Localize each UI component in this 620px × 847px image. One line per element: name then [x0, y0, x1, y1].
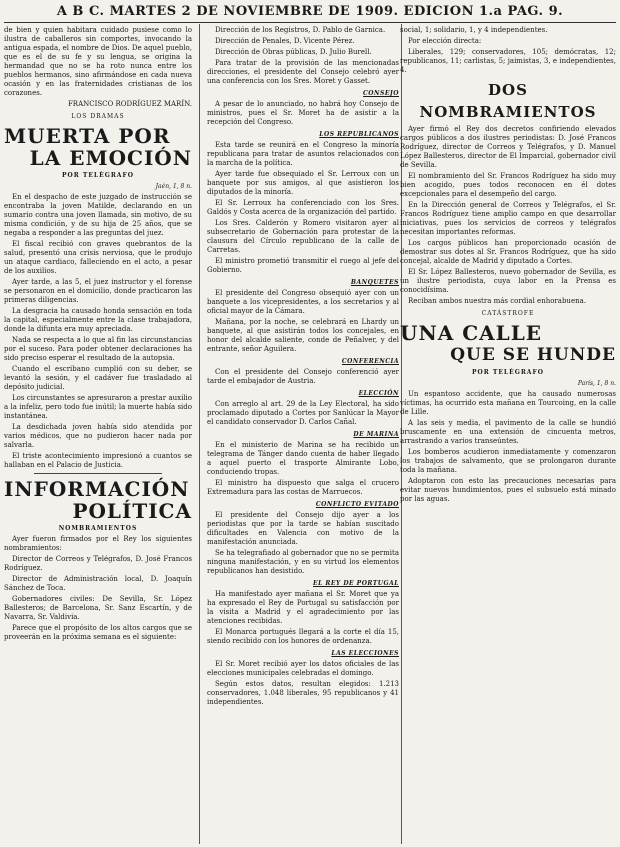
- column-2: [207, 26, 399, 844]
- section-heading: ELECCIÓN: [358, 390, 399, 397]
- headline-line: LA EMOCIÓN: [29, 146, 192, 170]
- article-paragraph: de bien y quien habitara cuidado pusiese como lo ilustra de caballeros sin comportes, invocando la antigua espada, el nombre de Dios. De aquel pueblo, que es el de su fe y su lengua, se origina la hermandad que no se ha roto nunca entre los pueblos hermanos, sino afirmándose en cada nueva ocasión y en las fraternidades cristianas de los corazones.: [4, 26, 192, 97]
- article-paragraph: Ayer fueron firmados por el Rey los siguientes nombramientos:: [4, 535, 192, 552]
- section-heading: CONSEJO: [363, 90, 399, 97]
- article-paragraph: La desgracia ha causado honda sensación en toda la capital, especialmente entre la clase trabajadora, donde la difunta era muy apreciada.: [4, 307, 192, 333]
- article-paragraph: El presidente del Congreso obsequió ayer con un banquete a los vicepresidentes, a los secretarios y al oficial mayor de la Cámara.: [207, 289, 399, 315]
- section-heading: LAS ELECCIONES: [331, 650, 399, 657]
- article-paragraph: Reciban ambos nuestra más cordial enhorabuena.: [408, 297, 586, 305]
- article-paragraph: Ha manifestado ayer mañana el Sr. Moret que ya ha expresado el Rey de Portugal su satisfacción por la visita a Madrid y el agradecimiento por las atenciones recibidas.: [207, 590, 399, 625]
- article-paragraph: El fiscal recibió con graves quebrantos de la salud, presentó una crisis nerviosa, que le produjo un ataque cardiaco, falleciendo en el acto, a pesar de los auxilios.: [4, 240, 192, 275]
- subheading: NOMBRAMIENTOS: [58, 525, 138, 532]
- article-paragraph: Adoptaron con esto las precauciones necesarias para evitar nuevos hundimientos, pues el subsuelo está minado por las aguas.: [400, 477, 616, 503]
- section-heading: DE MARINA: [353, 431, 399, 438]
- article-paragraph: Con arreglo al art. 29 de la Ley Electoral, ha sido proclamado diputado a Cortes por Sanlúcar la Mayor el candidato conservador D. Carlos Cañal.: [207, 400, 399, 426]
- article-paragraph: Gobernadores civiles: De Sevilla, Sr. López Ballesteros; de Barcelona, Sr. Sanz Escartín, y de Navarra, Sr. Valdivia.: [4, 595, 192, 621]
- article-signature: FRANCISCO RODRÍGUEZ MARÍN.: [67, 100, 192, 108]
- page-masthead: A B C. MARTES 2 DE NOVIEMBRE DE 1909. EDICION 1.a PAG. 9.: [56, 4, 564, 19]
- article-paragraph: Dirección de los Registros, D. Pablo de Garnica.: [215, 26, 386, 34]
- article-paragraph: Un espantoso accidente, que ha causado numerosas víctimas, ha ocurrido esta mañana en Tourcoing, en la calle de Lille.: [400, 390, 616, 416]
- section-heading: BANQUETES: [350, 279, 399, 286]
- article-paragraph: Con el presidente del Consejo conferenció ayer tarde el embajador de Austria.: [207, 368, 399, 385]
- article-paragraph: Por elección directa:: [408, 37, 482, 45]
- masthead-rule: [4, 22, 616, 23]
- article-paragraph: Director de Administración local, D. Joaquín Sánchez de Toca.: [4, 575, 192, 592]
- article-paragraph: Para tratar de la provisión de las mencionadas direcciones, el presidente del Consejo celebró ayer una conferencia con los Sres. Moret y Gasset.: [207, 59, 399, 85]
- article-paragraph: Director de Correos y Telégrafos, D. José Francos Rodríguez.: [4, 555, 192, 572]
- subheading: POR TELÉGRAFO: [472, 369, 544, 376]
- headline-line: INFORMACIÓN: [4, 477, 190, 501]
- article-paragraph: social, 1; solidario, 1, y 4 independientes.: [400, 26, 548, 34]
- article-paragraph: Ayer tarde, a las 5, el juez instructor y el forense se personaron en el domicilio, donde practicaron las primeras diligencias.: [4, 278, 192, 304]
- headline-line: UNA CALLE: [400, 321, 543, 345]
- article-paragraph: El Sr. López Ballesteros, nuevo gobernador de Sevilla, es un ilustre periodista, cuya labor en la Prensa es conocidísima.: [400, 268, 616, 294]
- section-heading: CONFERENCIA: [341, 358, 399, 365]
- article-paragraph: El Sr. Moret recibió ayer los datos oficiales de las elecciones municipales celebradas el domingo.: [207, 660, 399, 677]
- column-3: [400, 26, 616, 844]
- article-paragraph: Mañana, por la noche, se celebrará en Lhardy un banquete, al que asistirán todos los concejales, en honor del alcalde saliente, conde de Peñalver, y del entrante, señor Aguilera.: [207, 318, 399, 353]
- article-paragraph: Los circunstantes se apresuraron a prestar auxilio a la infeliz, pero todo fue inútil; la muerte había sido instantánea.: [4, 394, 192, 420]
- article-paragraph: En el despacho de este juzgado de instrucción se encontraba la joven Matilde, declarando en un sumario contra una joven llamada, sin motivo, de su misma condición, y de su hija de 25 años, que se negaba a responder a las preguntas del juez.: [4, 193, 192, 237]
- section-heading: CATÁSTROFE: [481, 310, 535, 317]
- article-paragraph: En la Dirección general de Correos y Telégrafos, el Sr. Francos Rodríguez tiene amplio campo en que desarrollar iniciativas, pues los servicios de correos y telégrafos necesitan importantes reformas.: [400, 201, 616, 236]
- section-heading: LOS REPUBLICANOS: [319, 131, 399, 138]
- dateline: Jaén, 1, 8 n.: [155, 183, 192, 190]
- dateline: París, 1, 8 n.: [577, 380, 616, 387]
- article-paragraph: El Sr. Lerroux ha conferenciado con los Sres. Galdós y Costa acerca de la organización del partido.: [207, 199, 399, 216]
- article-paragraph: El triste acontecimiento impresionó a cuantos se hallaban en el Palacio de Justicia.: [4, 452, 192, 469]
- headline-line: MUERTA POR: [4, 124, 171, 148]
- article-paragraph: En el ministerio de Marina se ha recibido un telegrama de Tánger dando cuenta de haber llegado a aquel puerto el trasporte Almirante Lobo, conduciendo tropas.: [207, 441, 399, 476]
- article-paragraph: Dirección de Obras públicas, D. Julio Burell.: [215, 48, 372, 56]
- article-paragraph: Los cargos públicos han proporcionado ocasión de demostrar sus dotes al Sr. Francos Rodríguez, que ha sido concejal, alcalde de Madrid y diputado a Cortes.: [400, 239, 616, 265]
- article-paragraph: Los bomberos acudieron inmediatamente y comenzaron los trabajos de salvamento, que se prolongaron durante toda la mañana.: [400, 448, 616, 474]
- article-paragraph: A las seis y media, el pavimento de la calle se hundió bruscamente en una extensión de cincuenta metros, arrastrando a varios transeúntes.: [400, 419, 616, 445]
- article-paragraph: Ayer firmó el Rey dos decretos confiriendo elevados cargos públicos a dos ilustres periodistas: D. José Francos Rodríguez, director de Correos y Telégrafos, y D. Manuel López Ballesteros, director de El Imparcial, gobernador civil de Sevilla.: [400, 125, 616, 169]
- article-paragraph: A pesar de lo anunciado, no habrá hoy Consejo de ministros, pues el Sr. Moret ha de asistir a la recepción del Congreso.: [207, 100, 399, 126]
- article-paragraph: Parece que el propósito de los altos cargos que se proveerán en la próxima semana es el siguiente:: [4, 624, 192, 641]
- article-paragraph: Los Sres. Calderón y Romero visitaron ayer al subsecretario de Gobernación para protestar de la clausura del Círculo republicano de la calle de Carretas.: [207, 219, 399, 254]
- article-paragraph: Cuando el escribano cumplió con su deber, se levantó la sesión, y el cadáver fue trasladado al depósito judicial.: [4, 365, 192, 391]
- section-heading: LOS DRAMAS: [71, 113, 125, 120]
- article-paragraph: Nada se respecta a lo que al fin las circunstancias por el suceso. Para poder obtener declaraciones ha sido preciso esperar el resultado de la autopsia.: [4, 336, 192, 362]
- section-heading: EL REY DE PORTUGAL: [313, 580, 399, 587]
- headline-line: DOS NOMBRAMIENTOS: [419, 81, 597, 121]
- separator: [34, 473, 162, 474]
- article-paragraph: El ministro ha dispuesto que salga el crucero Extremadura para las costas de Marruecos.: [207, 479, 399, 496]
- headline-line: QUE SE HUNDE: [450, 345, 616, 365]
- article-paragraph: El ministro prometió transmitir el ruego al jefe del Gobierno.: [207, 257, 399, 274]
- article-paragraph: El Monarca portugués llegará a la corte el día 15, siendo recibido con los honores de ordenanza.: [207, 628, 399, 645]
- article-paragraph: El presidente del Consejo dijo ayer a los periodistas que por la tarde se habían suscitado dificultades en Valencia con motivo de la manifestación anunciada.: [207, 511, 399, 546]
- column-divider: [199, 24, 200, 844]
- article-paragraph: Según estos datos, resultan elegidos: 1.213 conservadores, 1.048 liberales, 95 republicanos y 41 independientes.: [207, 680, 399, 706]
- article-paragraph: La desdichada joven había sido atendida por varios médicos, que no pudieron hacer nada por salvarla.: [4, 423, 192, 449]
- article-paragraph: Esta tarde se reunirá en el Congreso la minoría republicana para tratar de asuntos relacionados con la marcha de la política.: [207, 141, 399, 167]
- article-paragraph: El nombramiento del Sr. Francos Rodríguez ha sido muy bien acogido, pues todos reconocen en él dotes excepcionales para el desempeño del cargo.: [400, 172, 616, 198]
- article-paragraph: Dirección de Penales, D. Vicente Pérez.: [215, 37, 355, 45]
- subheading: POR TELÉGRAFO: [62, 172, 134, 179]
- article-paragraph: Ayer tarde fue obsequiado el Sr. Lerroux con un banquete por sus amigos, al que asistieron los diputados de la minoría.: [207, 170, 399, 196]
- headline-line: POLÍTICA: [72, 499, 192, 523]
- column-1: [4, 26, 192, 844]
- article-paragraph: Se ha telegrafiado al gobernador que no se permita ninguna manifestación, y en su virtud los elementos republicanos han desistido.: [207, 549, 399, 575]
- section-heading: CONFLICTO EVITADO: [315, 501, 399, 508]
- article-paragraph: Liberales, 129; conservadores, 105; demócratas, 12; republicanos, 11; carlistas, 5; jaimistas, 3, e independientes, 4.: [400, 48, 616, 74]
